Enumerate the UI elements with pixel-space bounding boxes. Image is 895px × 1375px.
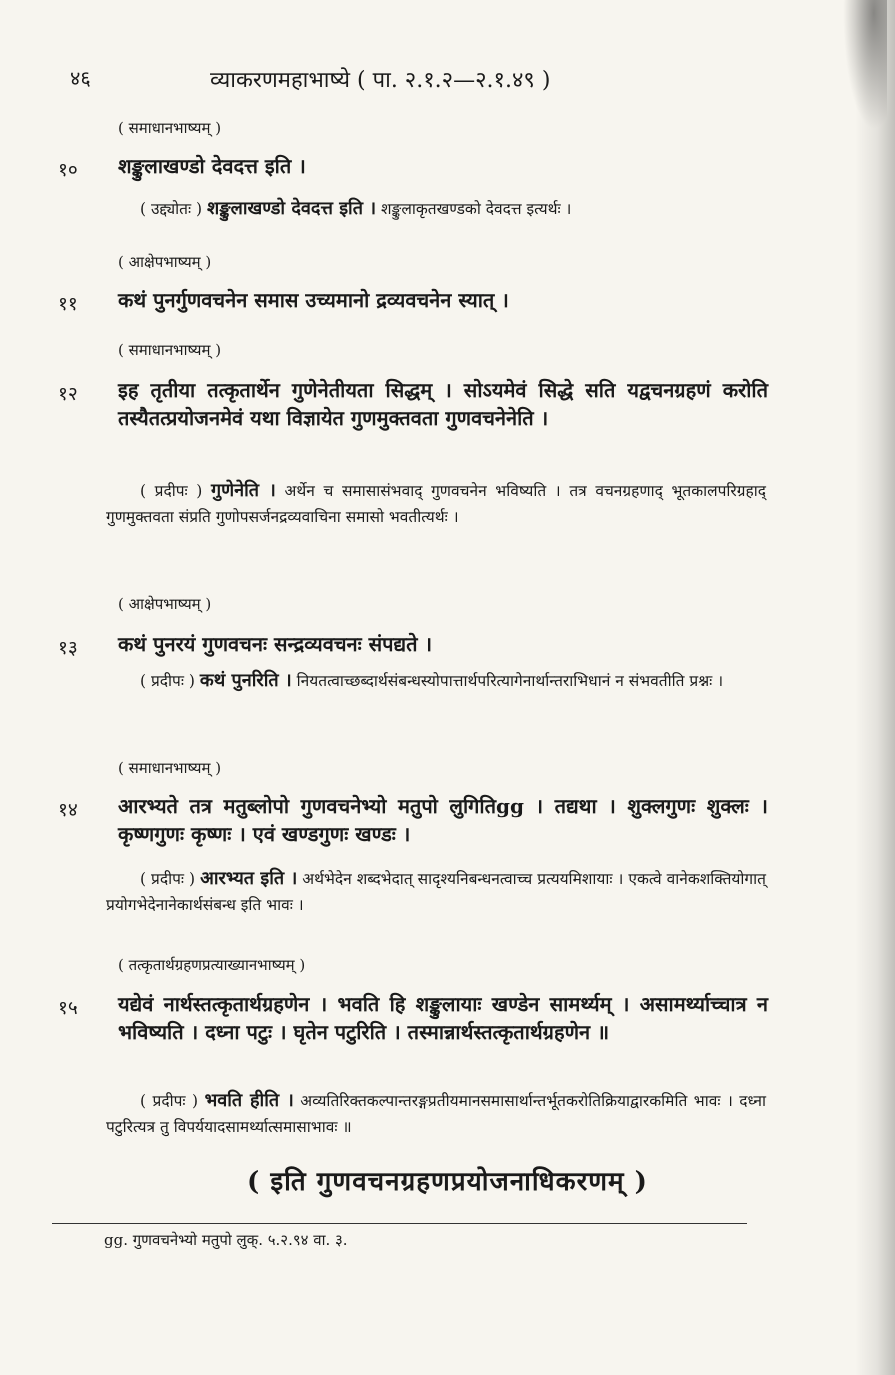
commentary-lead: कथं पुनरिति । (199, 670, 292, 691)
commentary-tag: ( प्रदीपः ) (140, 672, 195, 690)
commentary-lead: आरभ्यत इति । (200, 868, 298, 889)
commentary-lead: भवति हीति । (204, 1090, 294, 1111)
commentary (140, 196, 780, 222)
section-number: १४ (58, 799, 78, 821)
commentary-tag: ( उद्द्योतः ) (140, 200, 203, 218)
commentary-text: शङ्कुलाकृतखण्डको देवदत्त इत्यर्थः । (380, 200, 572, 218)
commentary-lead: शङ्कुलाखण्डो देवदत्त इति । (207, 198, 377, 219)
bhashya-text: शङ्कुलाखण्डो देवदत्त इति । (118, 154, 306, 178)
footnote: gg. गुणवचनेभ्यो मतुपो लुक्. ५.२.९४ वा. ३. (104, 1231, 348, 1249)
commentary-text: नियतत्वाच्छब्दार्थसंबन्धस्योपात्तार्थपरित्यागेनार्थान्तराभिधानं न संभवतीति प्रश्नः । (296, 672, 724, 690)
commentary (106, 866, 766, 918)
page-header (0, 64, 895, 96)
bhashya-text: कथं पुनरयं गुणवचनः सन्द्रव्यवचनः संपद्यते । (118, 632, 433, 656)
commentary-text: अर्थभेदेन शब्दभेदात् सादृश्यनिबन्धनत्वाच्च प्रत्ययमिशायाः । एकत्वे वानेकशक्तियोगात् प्रयोगभेदेनानेकार्थसंबन्ध इति भावः । (106, 870, 766, 914)
commentary-tag: ( प्रदीपः ) (140, 1092, 199, 1110)
bhashya-text: यद्येवं नार्थस्तत्कृतार्थग्रहणेन । भवति हि शङ्कुलायाः खण्डेन सामर्थ्यम् । असामर्थ्याच्चात्र न भविष्यति । दध्ना पटुः । घृतेन पटुरिति । तस्मान्नार्थस्तत्कृतार्थग्रहणेन ॥ (118, 992, 768, 1044)
section-label: ( समाधानभाष्यम् ) (118, 119, 222, 137)
commentary-tag: ( प्रदीपः ) (140, 482, 203, 500)
section-label: ( आक्षेपभाष्यम् ) (118, 253, 212, 271)
section-number: १२ (58, 383, 78, 405)
commentary (106, 478, 766, 530)
section-label: ( आक्षेपभाष्यम् ) (118, 595, 212, 613)
bhashya-text: कथं पुनर्गुणवचनेन समास उच्यमानो द्रव्यवचनेन स्यात् । (118, 288, 509, 312)
section-number: १३ (58, 637, 78, 659)
commentary-lead: गुणेनेति । (211, 480, 276, 501)
commentary (106, 668, 766, 694)
page-number: ४६ (70, 66, 91, 90)
bhashya-text: इह तृतीया तत्कृतार्थेन गुणेनेतीयता सिद्धम् । सोऽयमेवं सिद्धे सति यद्वचनग्रहणं करोति तस्यैतत्प्रयोजनमेवं यथा विज्ञायेत गुणमुक्तवता गुणवचनेनेति । (118, 378, 768, 430)
section-label: ( तत्कृतार्थग्रहणप्रत्याख्यानभाष्यम् ) (118, 956, 306, 974)
section-closing: ( इति गुणवचनग्रहणप्रयोजनाधिकरणम् ) (247, 1167, 648, 1197)
section-label: ( समाधानभाष्यम् ) (118, 341, 222, 359)
commentary-tag: ( प्रदीपः ) (140, 870, 196, 888)
bhashya-text: आरभ्यते तत्र मतुब्लोपो गुणवचनेभ्यो मतुपो लुगितिgg । तद्यथा । शुक्लगुणः शुक्लः । कृष्णगुणः कृष्णः । एवं खण्डगुणः खण्डः । (118, 794, 768, 846)
commentary-text: अव्यतिरिक्तकल्पान्तरङ्गप्रतीयमानसमासार्थान्तर्भूतकरोतिक्रियाद्वारकमिति भावः । दध्ना पटुरित्यत्र तु विपर्ययादसामर्थ्यात्समासाभावः ॥ (106, 1092, 766, 1136)
commentary (106, 1088, 766, 1140)
footnote-rule (52, 1223, 747, 1224)
section-number: १५ (58, 997, 78, 1019)
commentary-text: अर्थेन च समासासंभवाद् गुणवचनेन भविष्यति । तत्र वचनग्रहणाद् भूतकालपरिग्रहाद् गुणमुक्तवता संप्रति गुणोपसर्जनद्रव्यवाचिना समासो भवतीत्यर्थः । (106, 482, 766, 526)
section-number: १० (58, 159, 78, 181)
section-number: ११ (58, 293, 78, 315)
section-label: ( समाधानभाष्यम् ) (118, 759, 222, 777)
running-title: व्याकरणमहाभाष्ये ( पा. २.१.२—२.१.४९ ) (210, 68, 551, 93)
